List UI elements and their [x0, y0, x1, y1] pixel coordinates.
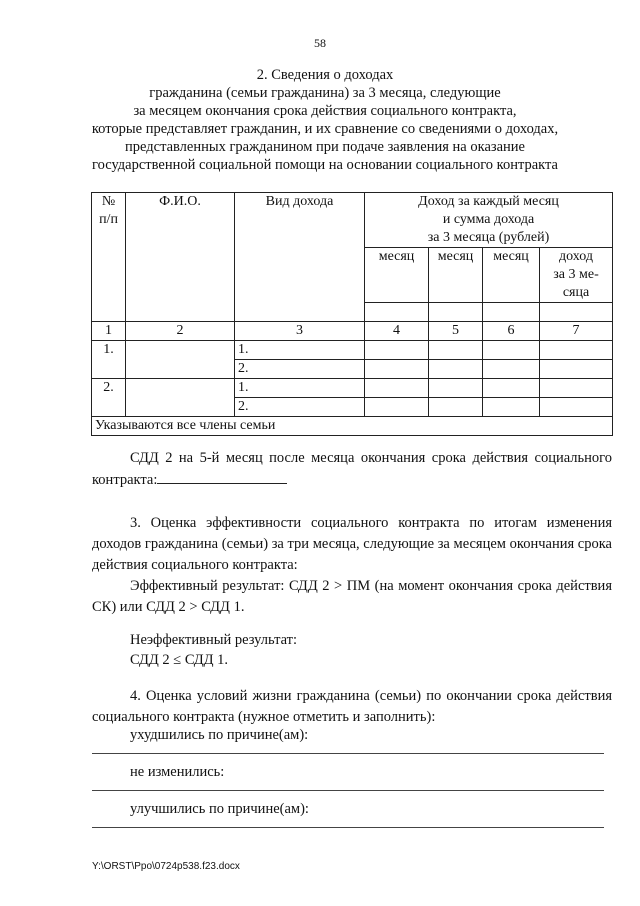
value-cell[interactable]	[365, 398, 429, 417]
row-number: 2.	[92, 379, 126, 417]
income-type-cell[interactable]: 1.	[235, 379, 365, 398]
unchanged-label: не изменились:	[130, 764, 225, 780]
ineffective-result-label: Неэффективный результат:	[130, 632, 298, 648]
sdd2-fill-line[interactable]	[157, 469, 287, 484]
ineffective-result-formula: СДД 2 ≤ СДД 1.	[130, 652, 229, 668]
header-fio: Ф.И.О.	[126, 193, 235, 322]
title-line: 2. Сведения о доходах	[256, 67, 394, 83]
effective-result: Эффективный результат: СДД 2 > ПМ (на момент окончания срока действия СК) или СДД 2 > СДД 1.	[92, 578, 612, 615]
title-line: представленных гражданином при подаче заявления на оказание	[125, 139, 525, 155]
column-number: 4	[365, 322, 429, 341]
sdd2-paragraph	[92, 448, 612, 491]
header-income-group: Доход за каждый месяц и сумма дохода за 3 месяца (рублей)	[365, 193, 613, 248]
fio-cell[interactable]	[126, 341, 235, 379]
value-cell[interactable]	[483, 341, 540, 360]
section3-paragraph: 3. Оценка эффективности социального контракта по итогам изменения доходов гражданина (семьи) за три месяца, следующие за месяцем окончания срока действия социального контракта:	[92, 515, 612, 573]
header-month-2: месяц	[429, 248, 483, 303]
title-line: государственной социальной помощи на основании социального контракта	[92, 157, 558, 173]
month-value-cell[interactable]	[429, 303, 483, 322]
value-cell[interactable]	[429, 379, 483, 398]
value-cell[interactable]	[365, 360, 429, 379]
income-type-cell[interactable]: 2.	[235, 360, 365, 379]
month-value-cell[interactable]	[483, 303, 540, 322]
header-month-3: месяц	[483, 248, 540, 303]
income-type-cell[interactable]: 2.	[235, 398, 365, 417]
value-cell[interactable]	[429, 398, 483, 417]
income-type-cell[interactable]: 1.	[235, 341, 365, 360]
value-cell[interactable]	[365, 379, 429, 398]
table-footer-note: Указываются все члены семьи	[92, 417, 613, 436]
header-num: № п/п	[92, 193, 126, 322]
worse-label: ухудшились по причине(ам):	[130, 727, 309, 743]
value-cell[interactable]	[429, 360, 483, 379]
column-numbers-row	[92, 322, 613, 341]
value-cell[interactable]	[540, 398, 613, 417]
header-income-type: Вид дохода	[235, 193, 365, 322]
section2-title	[40, 66, 610, 174]
sdd2-text: СДД 2 на 5-й месяц после месяца окончания срока действия социального контракта:	[92, 450, 612, 488]
header-month-1: месяц	[365, 248, 429, 303]
better-label: улучшились по причине(ам):	[130, 801, 309, 817]
file-path-footer: Y:\ORST\Ppo\0724p538.f23.docx	[92, 861, 240, 872]
value-cell[interactable]	[365, 341, 429, 360]
value-cell[interactable]	[540, 341, 613, 360]
table-row	[92, 379, 613, 398]
value-cell[interactable]	[540, 379, 613, 398]
title-line: за месяцем окончания срока действия социального контракта,	[133, 103, 517, 119]
column-number: 1	[92, 322, 126, 341]
month-value-cell[interactable]	[540, 303, 613, 322]
value-cell[interactable]	[483, 360, 540, 379]
value-cell[interactable]	[540, 360, 613, 379]
title-line: которые представляет гражданин, и их сравнение со сведениями о доходах,	[91, 121, 559, 137]
column-number: 5	[429, 322, 483, 341]
row-number: 1.	[92, 341, 126, 379]
section4-paragraph: 4. Оценка условий жизни гражданина (семьи) по окончании срока действия социального контракта (нужное отметить и заполнить):	[92, 688, 612, 725]
value-cell[interactable]	[483, 398, 540, 417]
fio-cell[interactable]	[126, 379, 235, 417]
better-fill-line[interactable]	[92, 827, 604, 828]
table-row	[92, 341, 613, 360]
column-number: 6	[483, 322, 540, 341]
header-total: доход за 3 ме- сяца	[540, 248, 613, 303]
column-number: 7	[540, 322, 613, 341]
page-number: 58	[314, 36, 326, 50]
value-cell[interactable]	[483, 379, 540, 398]
month-value-cell[interactable]	[365, 303, 429, 322]
column-number: 2	[126, 322, 235, 341]
column-number: 3	[235, 322, 365, 341]
income-table	[91, 192, 613, 436]
value-cell[interactable]	[429, 341, 483, 360]
unchanged-fill-line[interactable]	[92, 790, 604, 791]
worse-fill-line[interactable]	[92, 753, 604, 754]
title-line: гражданина (семьи гражданина) за 3 месяца, следующие	[149, 85, 501, 101]
